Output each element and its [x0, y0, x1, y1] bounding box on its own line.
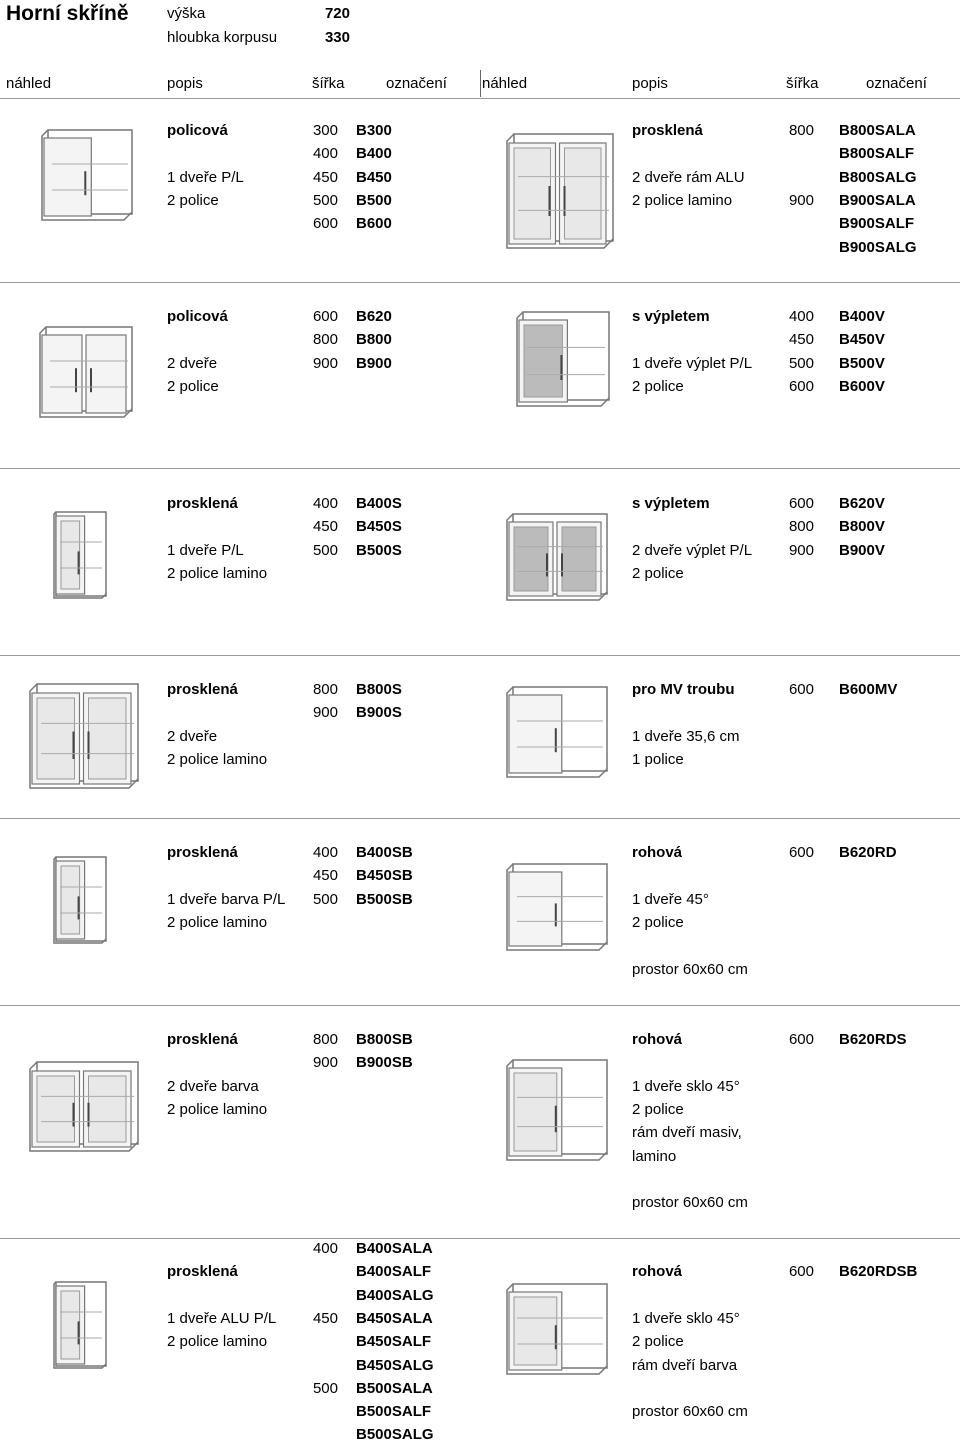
width-value: 900: [312, 704, 338, 722]
section-separator: [0, 1238, 960, 1239]
description-line: 2 police: [632, 913, 684, 931]
width-value: 600: [788, 681, 814, 698]
product-code: B400SB: [356, 844, 413, 861]
description-line: 2 dveře: [167, 354, 218, 372]
product-code: B450SALG: [356, 1356, 434, 1374]
product-code: B800SALA: [839, 122, 916, 139]
width-value: 600: [788, 1263, 814, 1281]
width-value: 450: [312, 168, 338, 186]
width-value: 450: [312, 518, 338, 536]
column-header: označení: [866, 75, 927, 92]
product-code: B450S: [356, 518, 402, 536]
wicker-cabinet-1door-icon: [515, 310, 611, 410]
description-line: 2 police: [632, 1100, 684, 1118]
product-code: B900V: [839, 541, 885, 559]
description-line: 1 dveře ALU P/L: [167, 1309, 277, 1327]
page-title: Horní skříně: [6, 2, 129, 25]
cabinet-preview: [505, 512, 609, 608]
product-code: B620RDSB: [839, 1263, 918, 1281]
description-line: 2 dveře: [167, 727, 218, 745]
description-line: 1 dveře sklo 45°: [632, 1309, 740, 1327]
width-value: 800: [312, 1031, 338, 1048]
column-header: popis: [167, 75, 203, 92]
width-value: 500: [312, 1379, 338, 1397]
description-line: 1 dveře 45°: [632, 890, 709, 908]
product-code: B800: [356, 331, 392, 349]
product-code: B800SB: [356, 1031, 413, 1048]
description-line: 1 dveře P/L: [167, 168, 244, 186]
column-header: označení: [386, 75, 447, 92]
section-separator: [0, 468, 960, 469]
cabinet-type: prosklená: [167, 1263, 238, 1281]
description-line: prostor 60x60 cm: [632, 1194, 748, 1212]
product-code: B620RDS: [839, 1031, 907, 1048]
cabinet-preview: [52, 1280, 108, 1376]
width-value: 800: [312, 331, 338, 349]
cabinet-preview: [505, 862, 609, 958]
cabinet-type: prosklená: [167, 844, 238, 861]
product-code: B450SB: [356, 867, 413, 885]
description-line: 2 police lamino: [167, 564, 268, 582]
product-code: B450SALA: [356, 1309, 433, 1327]
cabinet-preview: [515, 310, 611, 414]
width-value: 800: [788, 518, 814, 536]
column-divider: [480, 70, 481, 97]
description-line: 1 dveře výplet P/L: [632, 354, 753, 372]
width-value: 450: [788, 331, 814, 349]
width-value: 400: [788, 308, 814, 325]
glass-cabinet-2door-icon: [28, 682, 140, 792]
corner-glass-cabinet-icon: [505, 1058, 609, 1164]
product-code: B800SALF: [839, 145, 915, 163]
width-value: 600: [788, 844, 814, 861]
column-header: šířka: [312, 75, 345, 92]
product-code: B400: [356, 145, 392, 163]
product-code: B600: [356, 215, 392, 233]
description-line: rám dveří masiv,: [632, 1124, 742, 1142]
description-line: 1 dveře sklo 45°: [632, 1077, 740, 1095]
description-line: 2 police: [632, 564, 684, 582]
column-header: šířka: [786, 75, 819, 92]
product-code: B450: [356, 168, 392, 186]
cabinet-type: policová: [167, 308, 228, 325]
glass-color-cabinet-2door-icon: [28, 1060, 140, 1155]
width-value: 500: [312, 890, 338, 908]
width-value: 400: [312, 495, 338, 512]
width-value: 500: [788, 354, 814, 372]
product-code: B500: [356, 191, 392, 209]
product-code: B500S: [356, 541, 402, 559]
width-value: 900: [788, 541, 814, 559]
product-code: B500SALG: [356, 1426, 434, 1444]
product-code: B450SALF: [356, 1333, 432, 1351]
product-code: B400V: [839, 308, 885, 325]
product-code: B400SALA: [356, 1240, 433, 1257]
width-value: 800: [312, 681, 338, 698]
description-line: 2 dveře rám ALU: [632, 168, 745, 186]
product-code: B900SB: [356, 1054, 413, 1072]
glass-alu-cabinet-1door-icon: [52, 1280, 108, 1372]
wicker-cabinet-2door-icon: [505, 512, 609, 604]
product-code: B900: [356, 354, 392, 372]
description-line: 2 police: [167, 377, 219, 395]
shelf-cabinet-2door-icon: [38, 325, 134, 421]
product-code: B620V: [839, 495, 885, 512]
shelf-cabinet-1door-icon: [40, 128, 134, 224]
description-line: 1 dveře P/L: [167, 541, 244, 559]
width-value: 900: [312, 354, 338, 372]
width-value: 400: [312, 145, 338, 163]
product-code: B900SALF: [839, 215, 915, 233]
column-header: popis: [632, 75, 668, 92]
description-line: prostor 60x60 cm: [632, 960, 748, 978]
description-line: 2 dveře barva: [167, 1077, 259, 1095]
section-separator: [0, 818, 960, 819]
description-line: 2 police lamino: [167, 1100, 268, 1118]
product-code: B900SALA: [839, 191, 916, 209]
description-line: 1 dveře 35,6 cm: [632, 727, 740, 745]
cabinet-preview: [505, 685, 609, 785]
cabinet-preview: [28, 682, 140, 796]
cabinet-preview: [40, 128, 134, 228]
cabinet-preview: [38, 325, 134, 425]
product-code: B500SALA: [356, 1379, 433, 1397]
product-code: B500V: [839, 354, 885, 372]
cabinet-type: prosklená: [167, 1031, 238, 1048]
cabinet-type: rohová: [632, 1263, 683, 1281]
cabinet-type: s výpletem: [632, 308, 710, 325]
section-separator: [0, 655, 960, 656]
product-code: B400SALF: [356, 1263, 432, 1281]
width-value: 600: [788, 495, 814, 512]
description-line: prostor 60x60 cm: [632, 1403, 748, 1421]
product-code: B400S: [356, 495, 402, 512]
dimension-value: 720: [324, 5, 350, 22]
product-code: B900S: [356, 704, 402, 722]
width-value: 500: [312, 541, 338, 559]
description-line: 2 police lamino: [167, 750, 268, 768]
dimension-label: výška: [167, 5, 206, 22]
column-header: náhled: [482, 75, 528, 92]
dimension-label: hloubka korpusu: [167, 29, 278, 46]
corner-cabinet-icon: [505, 862, 609, 954]
cabinet-type: rohová: [632, 1031, 683, 1048]
product-code: B600V: [839, 377, 885, 395]
product-code: B620RD: [839, 844, 897, 861]
glass-color-cabinet-1door-icon: [52, 855, 108, 947]
description-line: 2 police: [632, 377, 684, 395]
product-code: B400SALG: [356, 1286, 434, 1304]
cabinet-type: rohová: [632, 844, 683, 861]
width-value: 450: [312, 1309, 338, 1327]
product-code: B600MV: [839, 681, 898, 698]
description-line: 2 police: [167, 191, 219, 209]
width-value: 900: [312, 1054, 338, 1072]
width-value: 500: [312, 191, 338, 209]
width-value: 600: [788, 377, 814, 395]
product-code: B500SALF: [356, 1403, 432, 1421]
width-value: 400: [312, 844, 338, 861]
cabinet-preview: [505, 1058, 609, 1168]
section-separator: [0, 282, 960, 283]
cabinet-preview: [505, 1282, 609, 1382]
product-code: B800S: [356, 681, 402, 698]
column-header: náhled: [6, 75, 52, 92]
dimension-value: 330: [324, 29, 350, 46]
product-code: B800SALG: [839, 168, 917, 186]
width-value: 600: [312, 215, 338, 233]
description-line: 2 police lamino: [167, 1333, 268, 1351]
width-value: 400: [312, 1240, 338, 1257]
width-value: 600: [312, 308, 338, 325]
cabinet-type: s výpletem: [632, 495, 710, 512]
corner-glass-color-cabinet-icon: [505, 1282, 609, 1378]
product-code: B800V: [839, 518, 885, 536]
product-code: B500SB: [356, 890, 413, 908]
glass-cabinet-alu-2door-icon: [505, 132, 615, 252]
description-line: 2 police lamino: [167, 913, 268, 931]
description-line: 2 police lamino: [632, 191, 733, 209]
description-line: 1 police: [632, 750, 684, 768]
cabinet-preview: [505, 132, 615, 256]
description-line: lamino: [632, 1147, 677, 1165]
product-code: B450V: [839, 331, 885, 349]
cabinet-type: prosklená: [632, 122, 703, 139]
product-code: B300: [356, 122, 392, 139]
width-value: 300: [312, 122, 338, 139]
description-line: rám dveří barva: [632, 1356, 738, 1374]
cabinet-preview: [28, 1060, 140, 1159]
cabinet-type: pro MV troubu: [632, 681, 735, 698]
width-value: 450: [312, 867, 338, 885]
width-value: 600: [788, 1031, 814, 1048]
section-separator: [0, 98, 960, 99]
product-code: B900SALG: [839, 238, 917, 256]
description-line: 2 dveře výplet P/L: [632, 541, 753, 559]
width-value: 800: [788, 122, 814, 139]
description-line: 2 police: [632, 1333, 684, 1351]
cabinet-preview: [52, 855, 108, 951]
section-separator: [0, 1005, 960, 1006]
cabinet-type: policová: [167, 122, 228, 139]
cabinet-type: prosklená: [167, 681, 238, 698]
cabinet-preview: [52, 510, 108, 606]
cabinet-type: prosklená: [167, 495, 238, 512]
description-line: 1 dveře barva P/L: [167, 890, 286, 908]
width-value: 900: [788, 191, 814, 209]
glass-cabinet-1door-icon: [52, 510, 108, 602]
product-code: B620: [356, 308, 392, 325]
microwave-cabinet-icon: [505, 685, 609, 781]
